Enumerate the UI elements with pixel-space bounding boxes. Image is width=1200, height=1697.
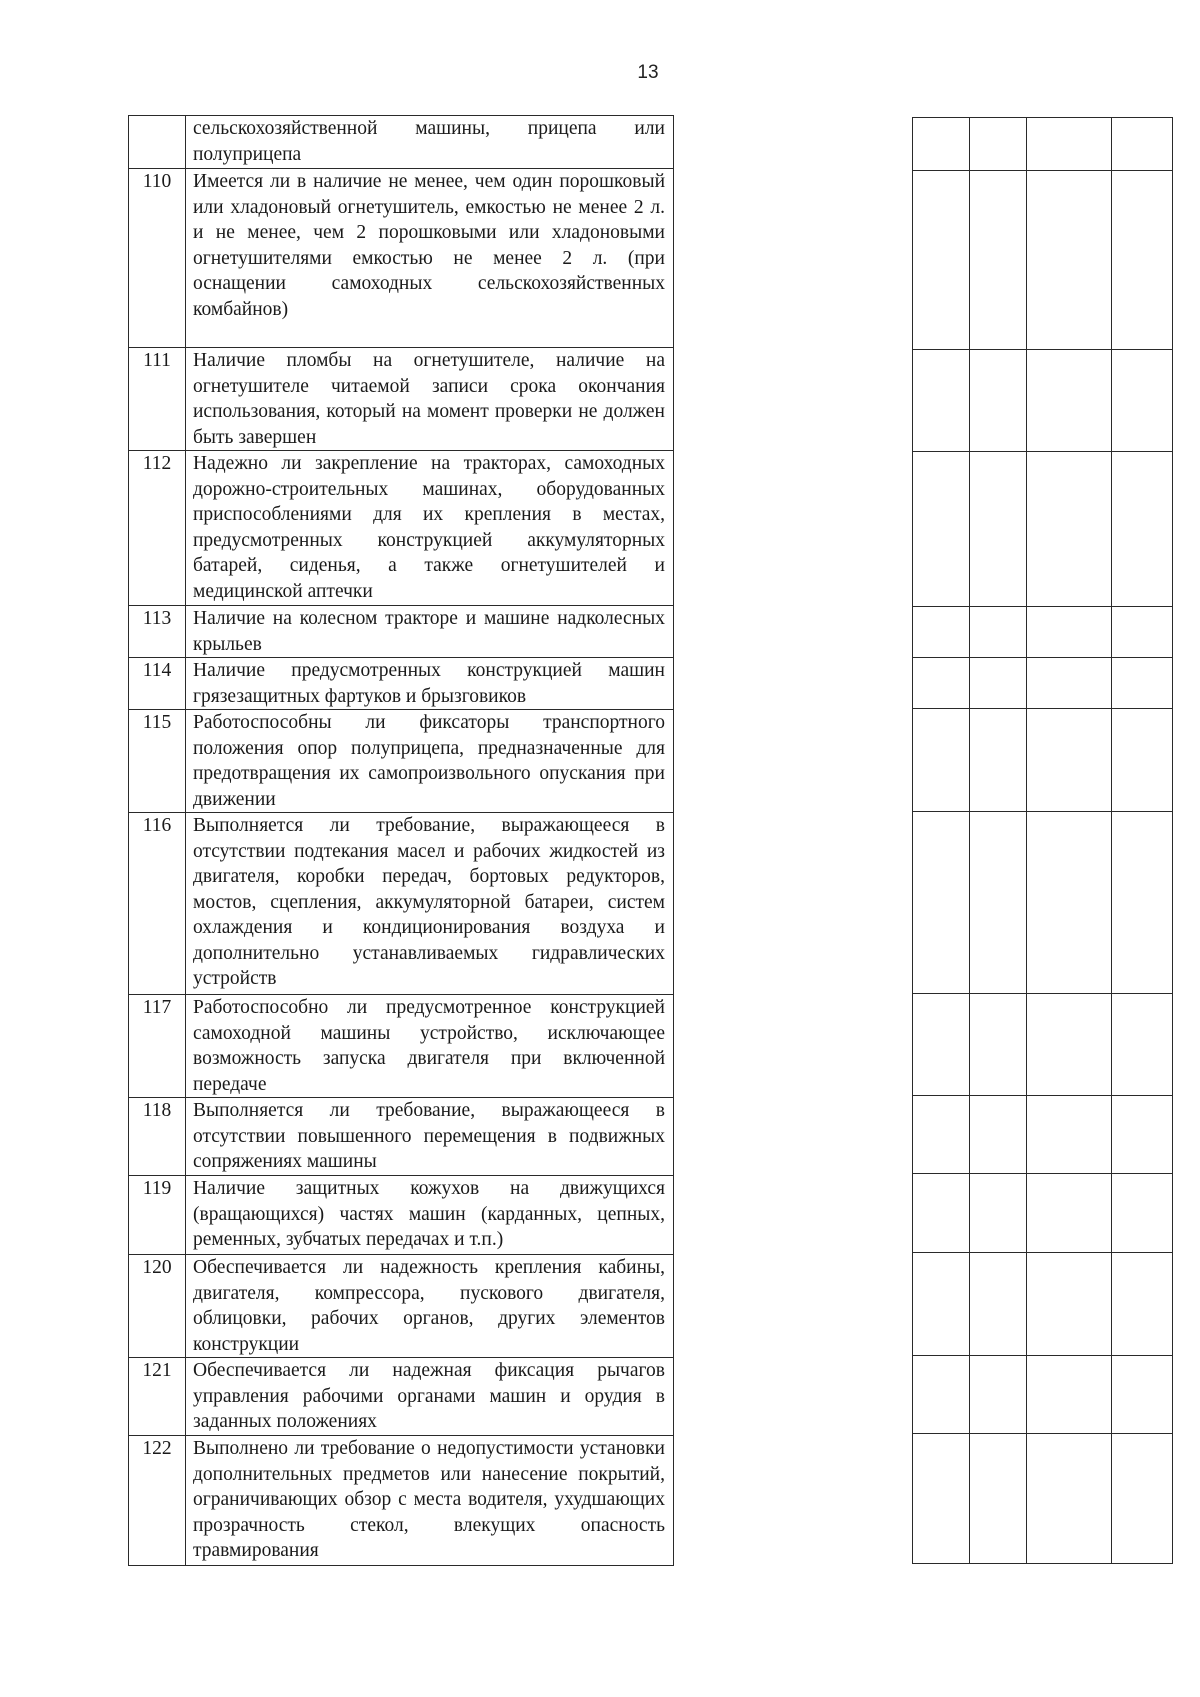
marks-row (913, 658, 1173, 709)
marks-row (913, 709, 1173, 812)
row-requirement: Выполнено ли требование о недопустимости установки дополнительных предметов или нанесение покрытий, ограничивающих обзор с места водителя, ухудшающих прозрачность стекол, влекущих опасность травмирования (186, 1436, 674, 1566)
mark-cell (970, 812, 1027, 994)
marks-row (913, 118, 1173, 171)
mark-cell (1112, 171, 1173, 350)
table-row (129, 606, 674, 658)
mark-cell (1027, 812, 1112, 994)
mark-cell (913, 709, 970, 812)
mark-cell (913, 607, 970, 658)
mark-cell (1027, 1096, 1112, 1174)
mark-cell (1112, 812, 1173, 994)
table-row (129, 1176, 674, 1255)
row-number: 110 (129, 169, 186, 348)
mark-cell (913, 350, 970, 452)
row-requirement: Выполняется ли требование, выражающееся в отсутствии подтекания масел и рабочих жидкостей из двигателя, коробки передач, бортовых редукторов, мостов, сцепления, аккумуляторной батареи, систем охлаждения и кондиционирования воздуха и дополнительно устанавливаемых гидравлических устройств (186, 813, 674, 995)
mark-cell (1027, 658, 1112, 709)
table-row (129, 995, 674, 1098)
mark-cell (1112, 350, 1173, 452)
mark-cell (913, 658, 970, 709)
table-row (129, 1436, 674, 1566)
row-number: 118 (129, 1098, 186, 1176)
marks-row (913, 607, 1173, 658)
mark-cell (1027, 607, 1112, 658)
mark-cell (913, 171, 970, 350)
row-requirement: Обеспечивается ли надежная фиксация рычагов управления рабочими органами машин и орудия в заданных положениях (186, 1358, 674, 1436)
marks-row (913, 1253, 1173, 1356)
mark-cell (970, 452, 1027, 607)
mark-cell (1112, 658, 1173, 709)
table-row (129, 813, 674, 995)
table-row (129, 348, 674, 451)
mark-cell (1112, 1174, 1173, 1253)
row-number: 111 (129, 348, 186, 451)
table-row (129, 1098, 674, 1176)
row-requirement: Наличие предусмотренных конструкцией машин грязезащитных фартуков и брызговиков (186, 658, 674, 710)
marks-row (913, 812, 1173, 994)
mark-cell (1112, 452, 1173, 607)
mark-cell (970, 1253, 1027, 1356)
mark-cell (913, 1174, 970, 1253)
marks-row (913, 1356, 1173, 1434)
checklist-table (128, 115, 674, 1566)
row-number: 117 (129, 995, 186, 1098)
page-number: 13 (637, 62, 659, 83)
mark-cell (970, 1434, 1027, 1564)
mark-cell (1112, 1096, 1173, 1174)
table-row (129, 1255, 674, 1358)
mark-cell (970, 1174, 1027, 1253)
marks-row (913, 1096, 1173, 1174)
mark-cell (970, 171, 1027, 350)
row-requirement: Обеспечивается ли надежность крепления кабины, двигателя, компрессора, пускового двигателя, облицовки, рабочих органов, других элементов конструкции (186, 1255, 674, 1358)
row-requirement: Работоспособны ли фиксаторы транспортного положения опор полуприцепа, предназначенные для предотвращения их самопроизвольного опускания при движении (186, 710, 674, 813)
row-requirement: сельскохозяйственной машины, прицепа или полуприцепа (186, 116, 674, 169)
mark-cell (913, 452, 970, 607)
mark-cell (913, 1253, 970, 1356)
mark-cell (1027, 1253, 1112, 1356)
mark-cell (970, 118, 1027, 171)
row-requirement: Наличие на колесном тракторе и машине надколесных крыльев (186, 606, 674, 658)
mark-cell (1027, 1356, 1112, 1434)
row-requirement: Выполняется ли требование, выражающееся в отсутствии повышенного перемещения в подвижных сопряжениях машины (186, 1098, 674, 1176)
row-number: 122 (129, 1436, 186, 1566)
marks-row (913, 1434, 1173, 1564)
marks-row (913, 452, 1173, 607)
row-number: 121 (129, 1358, 186, 1436)
mark-cell (970, 607, 1027, 658)
mark-cell (970, 1096, 1027, 1174)
table-row (129, 1358, 674, 1436)
mark-cell (1112, 118, 1173, 171)
mark-cell (970, 350, 1027, 452)
mark-cell (913, 1096, 970, 1174)
marks-row (913, 171, 1173, 350)
mark-cell (1112, 607, 1173, 658)
mark-cell (1027, 171, 1112, 350)
row-number: 112 (129, 451, 186, 606)
mark-cell (970, 709, 1027, 812)
row-requirement: Надежно ли закрепление на тракторах, самоходных дорожно-строительных машинах, оборудованных приспособлениями для их крепления в местах, предусмотренных конструкцией аккумуляторных батарей, сиденья, а также огнетушителей и медицинской аптечки (186, 451, 674, 606)
row-requirement: Наличие защитных кожухов на движущихся (вращающихся) частях машин (карданных, цепных, ременных, зубчатых передачах и т.п.) (186, 1176, 674, 1255)
table-row (129, 658, 674, 710)
table-row (129, 169, 674, 348)
table-row (129, 116, 674, 169)
row-requirement: Наличие пломбы на огнетушителе, наличие на огнетушителе читаемой записи срока окончания использования, который на момент проверки не должен быть завершен (186, 348, 674, 451)
mark-cell (1027, 452, 1112, 607)
row-number: 115 (129, 710, 186, 813)
row-requirement: Имеется ли в наличие не менее, чем один порошковый или хладоновый огнетушитель, емкостью не менее 2 л. и не менее, чем 2 порошковыми или хладоновыми огнетушителями емкостью не менее 2 л. (при оснащении самоходных сельскохозяйственных комбайнов) (186, 169, 674, 348)
row-number: 116 (129, 813, 186, 995)
row-number: 119 (129, 1176, 186, 1255)
mark-cell (1027, 994, 1112, 1096)
table-row (129, 710, 674, 813)
marks-row (913, 994, 1173, 1096)
mark-cell (1027, 709, 1112, 812)
mark-cell (1112, 994, 1173, 1096)
marks-row (913, 350, 1173, 452)
mark-cell (913, 1434, 970, 1564)
row-number: 120 (129, 1255, 186, 1358)
mark-cell (1027, 1434, 1112, 1564)
row-number: 114 (129, 658, 186, 710)
mark-cell (1112, 1356, 1173, 1434)
mark-cell (1112, 1253, 1173, 1356)
row-number: 113 (129, 606, 186, 658)
mark-cell (913, 118, 970, 171)
mark-cell (970, 994, 1027, 1096)
mark-cell (1027, 350, 1112, 452)
mark-cell (1027, 118, 1112, 171)
mark-cell (1112, 1434, 1173, 1564)
mark-cell (913, 1356, 970, 1434)
marks-grid (912, 117, 1173, 1564)
mark-cell (1027, 1174, 1112, 1253)
mark-cell (913, 812, 970, 994)
mark-cell (970, 1356, 1027, 1434)
table-row (129, 451, 674, 606)
mark-cell (913, 994, 970, 1096)
row-number (129, 116, 186, 169)
marks-row (913, 1174, 1173, 1253)
mark-cell (970, 658, 1027, 709)
row-requirement: Работоспособно ли предусмотренное конструкцией самоходной машины устройство, исключающее возможность запуска двигателя при включенной передаче (186, 995, 674, 1098)
mark-cell (1112, 709, 1173, 812)
